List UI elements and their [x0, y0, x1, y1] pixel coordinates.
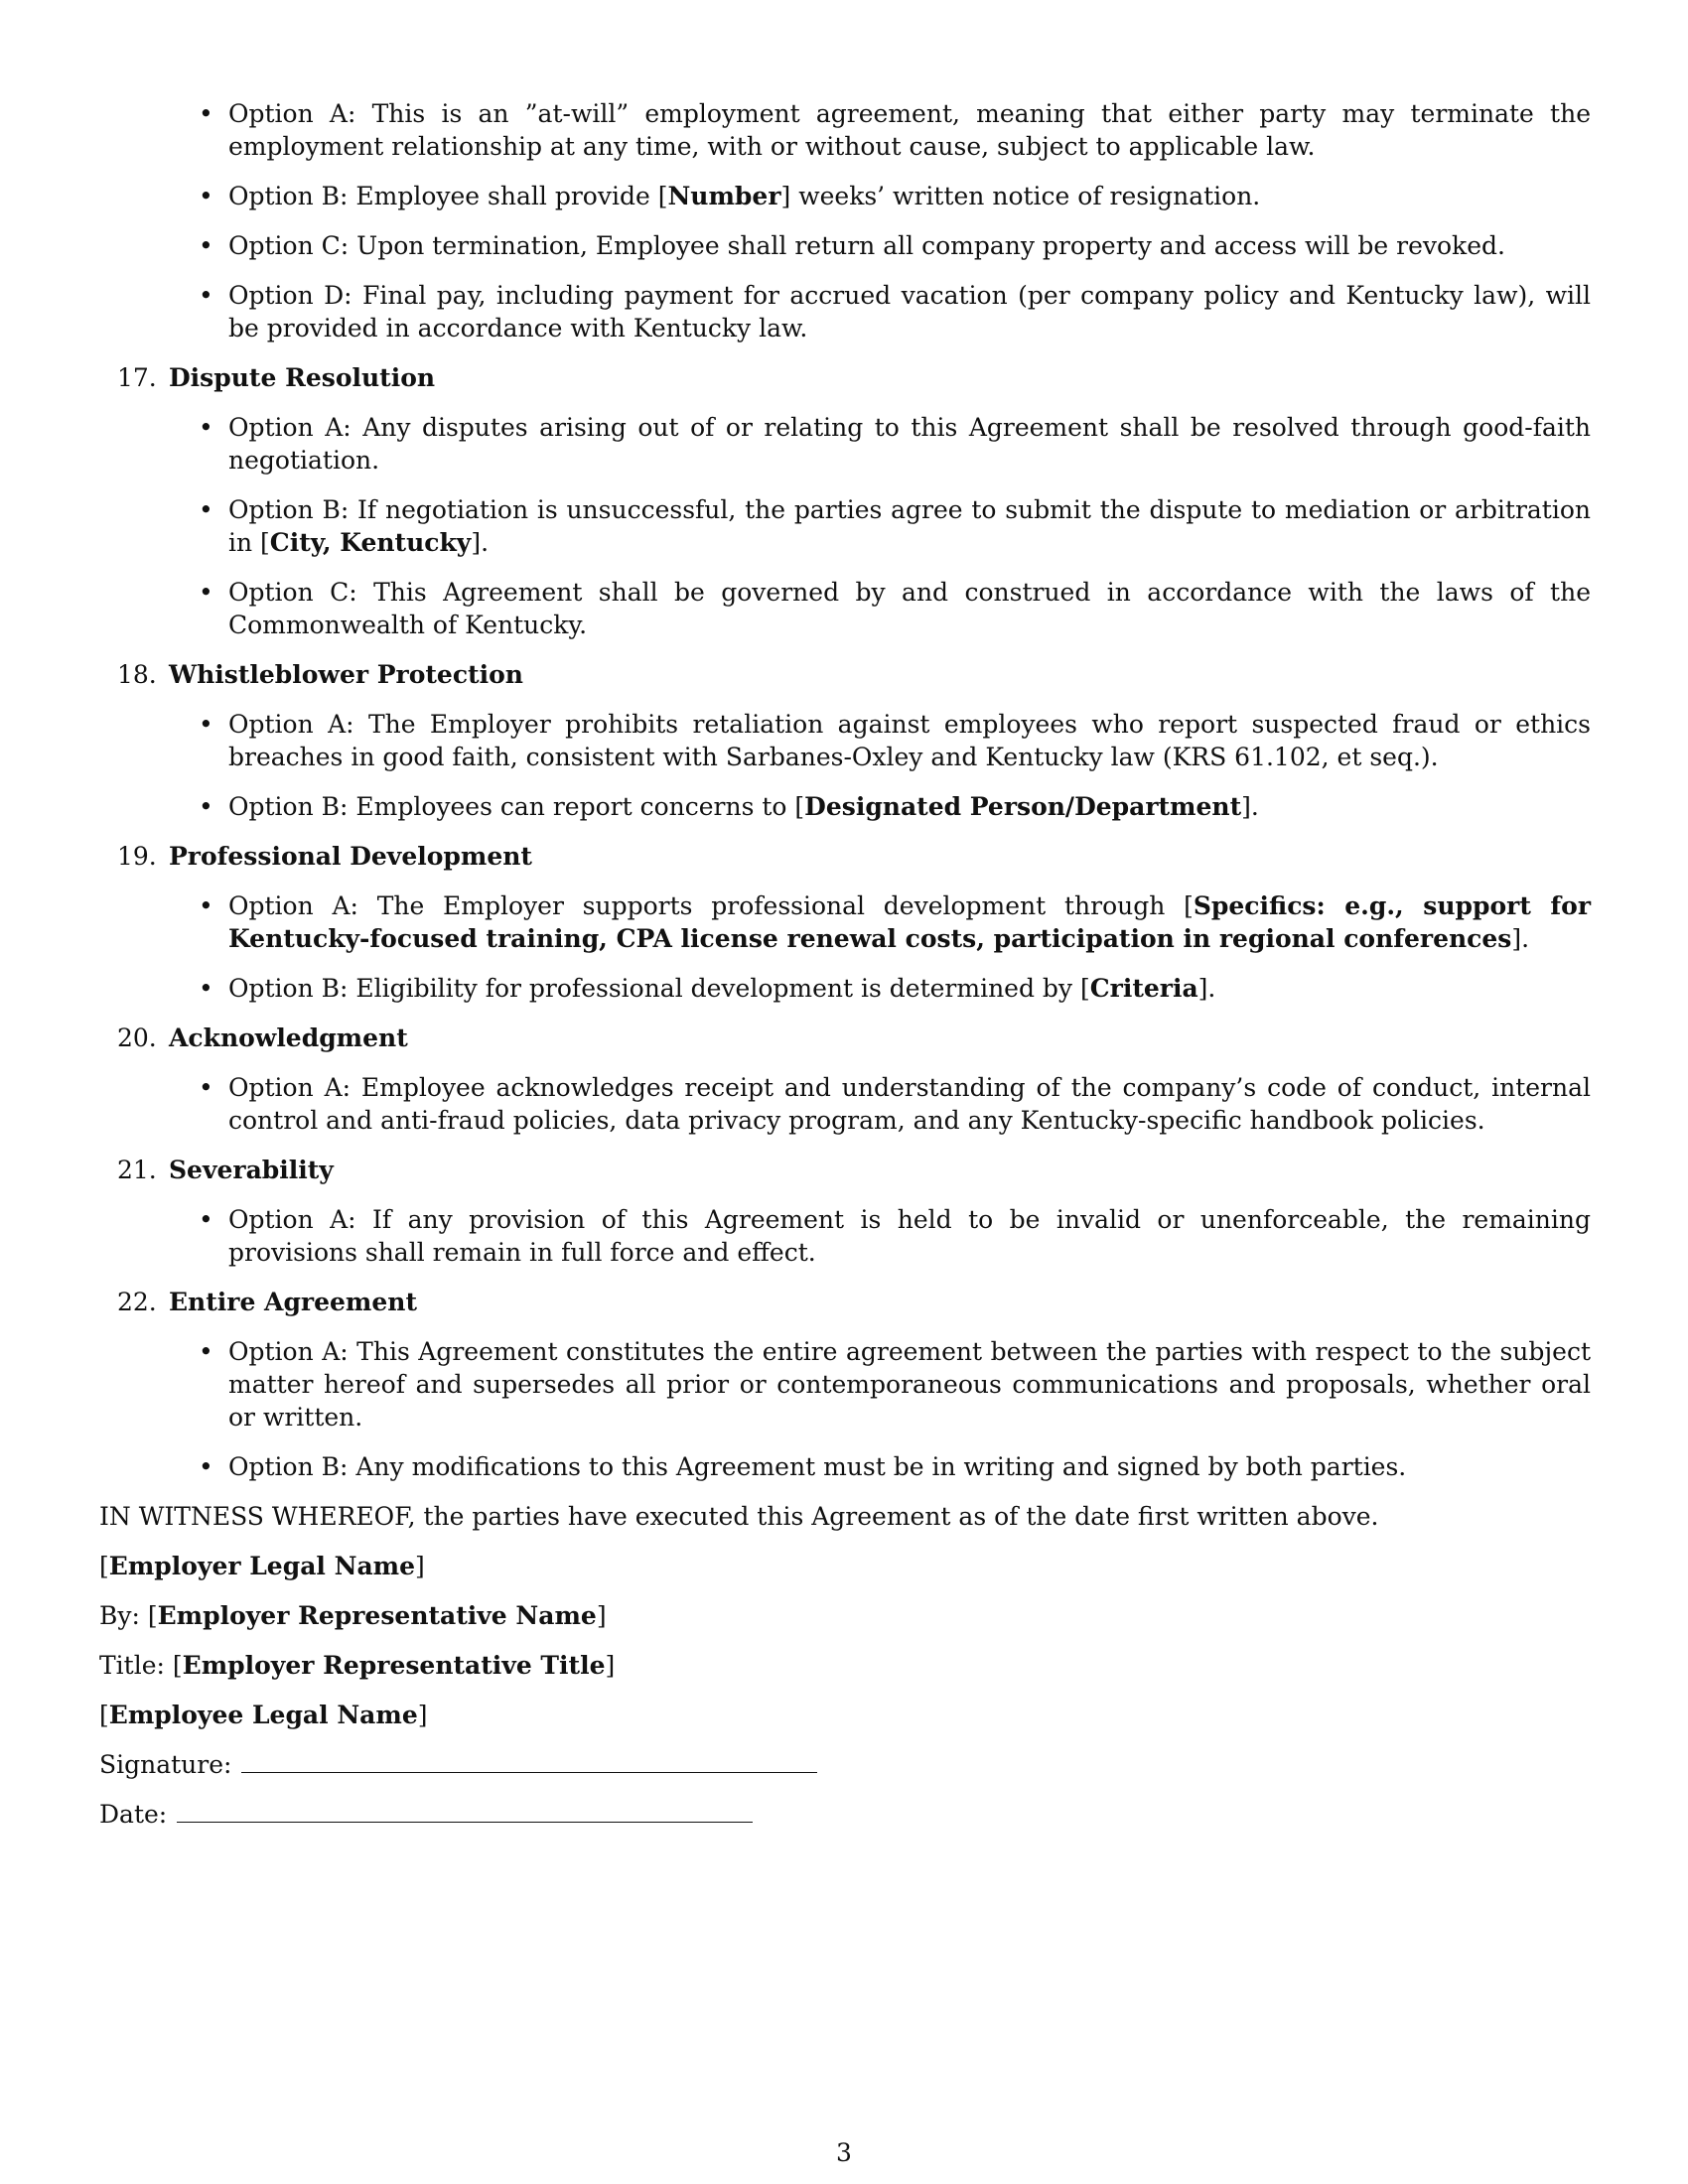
- options-list: [99, 889, 1591, 1005]
- list-item: • Option B: Employees can report concerns to [Designated Person/Department].: [228, 790, 1591, 823]
- section-severability: [99, 1154, 1591, 1269]
- list-item: • Option B: If negotiation is unsuccessful, the parties agree to submit the dispute to mediation or arbitration in [City, Kentucky].: [228, 493, 1591, 559]
- section-heading: [99, 361, 1591, 394]
- section-professional-development: [99, 840, 1591, 1005]
- section-heading: [99, 840, 1591, 873]
- list-item: • Option A: This is an ”at-will” employment agreement, meaning that either party may terminate the employment relationship at any time, with or without cause, subject to applicable law.: [228, 97, 1591, 163]
- section-title: Whistleblower Protection: [169, 660, 523, 689]
- section-heading: [99, 1022, 1591, 1054]
- options-list: [99, 411, 1591, 641]
- list-item: • Option A: If any provision of this Agreement is held to be invalid or unenforceable, the remaining provisions shall remain in full force and effect.: [228, 1203, 1591, 1269]
- section-number: 20.: [117, 1024, 157, 1052]
- section-title: Entire Agreement: [169, 1288, 417, 1316]
- signature-field[interactable]: [241, 1748, 817, 1773]
- options-list: [99, 1071, 1591, 1137]
- list-item: • Option B: Any modifications to this Agreement must be in writing and signed by both parties.: [228, 1450, 1591, 1483]
- employer-representative-line: By: [Employer Representative Name]: [99, 1601, 607, 1630]
- section-number: 22.: [117, 1288, 157, 1316]
- date-field[interactable]: [177, 1798, 753, 1823]
- list-item: • Option B: Employee shall provide [Number] weeks’ written notice of resignation.: [228, 180, 1591, 212]
- list-item: • Option B: Eligibility for professional development is determined by [Criteria].: [228, 972, 1591, 1005]
- employee-name-placeholder: [Employee Legal Name]: [99, 1701, 428, 1729]
- list-item: • Option C: Upon termination, Employee shall return all company property and access will be revoked.: [228, 229, 1591, 262]
- list-item: • Option A: This Agreement constitutes the entire agreement between the parties with respect to the subject matter hereof and supersedes all prior or contemporaneous communications and proposals, whether oral or written.: [228, 1335, 1591, 1433]
- list-item: • Option C: This Agreement shall be governed by and construed in accordance with the laws of the Commonwealth of Kentucky.: [228, 576, 1591, 641]
- section-title: Professional Development: [169, 842, 532, 871]
- section-number: 21.: [117, 1156, 157, 1184]
- section-dispute-resolution: [99, 361, 1591, 641]
- list-item: • Option D: Final pay, including payment for accrued vacation (per company policy and Kentucky law), will be provided in accordance with Kentucky law.: [228, 279, 1591, 344]
- options-list: [99, 708, 1591, 823]
- list-item: • Option A: Any disputes arising out of or relating to this Agreement shall be resolved through good-faith negotiation.: [228, 411, 1591, 477]
- signature-line: Signature:: [99, 1748, 1591, 1781]
- section-acknowledgment: [99, 1022, 1591, 1137]
- options-list: [99, 1335, 1591, 1483]
- employer-title-line: Title: [Employer Representative Title]: [99, 1651, 616, 1680]
- section-entire-agreement: [99, 1286, 1591, 1483]
- section-heading: [99, 1286, 1591, 1318]
- section-whistleblower-protection: [99, 658, 1591, 823]
- section-number: 18.: [117, 660, 157, 689]
- witness-statement: IN WITNESS WHEREOF, the parties have executed this Agreement as of the date first written above.: [99, 1502, 1379, 1531]
- termination-options-list: [99, 97, 1591, 344]
- section-heading: [99, 1154, 1591, 1186]
- section-number: 17.: [117, 363, 157, 392]
- section-title: Dispute Resolution: [169, 363, 436, 392]
- list-item: • Option A: The Employer prohibits retaliation against employees who report suspected fraud or ethics breaches in good faith, consistent with Sarbanes-Oxley and Kentucky law (KRS 61.102, et seq.).: [228, 708, 1591, 773]
- date-line: Date:: [99, 1798, 1591, 1831]
- options-list: [99, 1203, 1591, 1269]
- section-number: 19.: [117, 842, 157, 871]
- list-item: • Option A: The Employer supports professional development through [Specifics: e.g., support for Kentucky-focused training, CPA license renewal costs, participation in regional conferences].: [228, 889, 1591, 955]
- list-item: • Option A: Employee acknowledges receipt and understanding of the company’s code of conduct, internal control and anti-fraud policies, data privacy program, and any Kentucky-specific handbook policies.: [228, 1071, 1591, 1137]
- document-page: [99, 97, 1591, 1847]
- section-title: Acknowledgment: [169, 1024, 408, 1052]
- employer-name-placeholder: [Employer Legal Name]: [99, 1552, 425, 1580]
- page-number: 3: [836, 2138, 852, 2167]
- section-heading: [99, 658, 1591, 691]
- section-title: Severability: [169, 1156, 334, 1184]
